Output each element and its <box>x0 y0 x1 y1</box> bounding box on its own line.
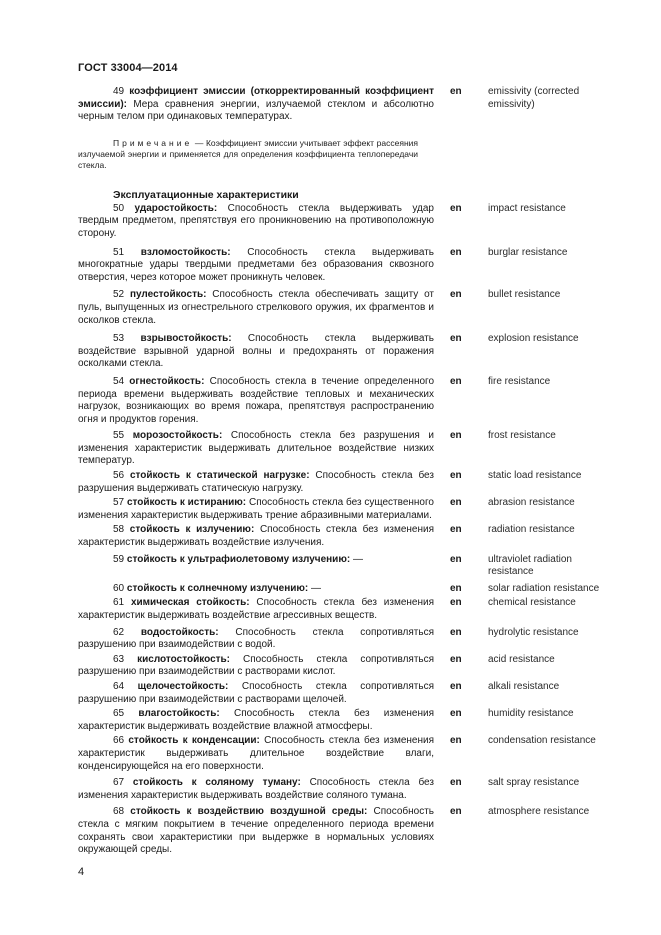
term-number: 62 <box>113 626 125 638</box>
english-term: condensation resistance <box>488 735 596 747</box>
term-number: 49 <box>113 86 125 97</box>
english-term: explosion resistance <box>488 333 579 345</box>
term-name: стойкость к солнечному излучению: <box>126 582 309 594</box>
term-definition <box>78 597 434 622</box>
lang-tag: en <box>450 553 462 565</box>
section-title: Эксплуатационные характеристики <box>113 188 299 201</box>
english-term: humidity resistance <box>488 708 574 720</box>
term-text: Способность стекла выдерживать многократные удары твердыми предметами без образования сквозного отверстия, через которое может проникнуть человек. <box>78 246 434 283</box>
lang-tag: en <box>450 777 462 789</box>
terms-list <box>78 203 638 857</box>
term-definition <box>78 627 434 652</box>
lang-tag: en <box>450 653 462 665</box>
term-name: стойкость к ультрафиолетовому излучению: <box>126 553 351 565</box>
english-term: solar radiation resistance <box>488 582 600 594</box>
term-name: химическая стойкость: <box>130 597 250 609</box>
term-name: кислотостойкость: <box>137 653 231 665</box>
term-definition <box>78 583 434 596</box>
term-entry-56 <box>78 470 638 495</box>
term-definition <box>78 203 434 241</box>
term-entry-49 <box>78 86 638 124</box>
term-entry-53 <box>78 333 638 371</box>
term-text: Способность стекла сопротивляться разрушению при взаимодействии с водой. <box>78 626 435 651</box>
lang-tag: en <box>450 497 462 509</box>
english-term: hydrolytic resistance <box>488 626 579 638</box>
term-definition <box>78 735 434 773</box>
term-entry-61 <box>78 597 638 622</box>
term-definition <box>78 524 434 549</box>
term-text: Способность стекла без разрушения и изменения характеристик выдерживать длительное воздействие низких температур. <box>78 430 435 467</box>
lang-tag: en <box>450 524 462 536</box>
term-entry-62 <box>78 627 638 652</box>
note-label: Примечание <box>113 137 193 148</box>
english-term: impact resistance <box>488 202 566 214</box>
term-name: пулестойкость: <box>129 289 207 301</box>
lang-tag: en <box>450 582 462 594</box>
english-term: emissivity (corrected emissivity) <box>488 86 580 110</box>
term-number: 63 <box>113 653 125 665</box>
term-number: 68 <box>113 806 125 818</box>
term-number: 65 <box>113 708 125 720</box>
term-entry-65 <box>78 708 638 733</box>
term-definition <box>78 333 434 371</box>
lang-tag: en <box>450 289 462 301</box>
term-entry-55 <box>78 430 638 468</box>
term-name: стойкость к соляному туману: <box>132 777 301 789</box>
english-term: static load resistance <box>488 470 582 482</box>
term-entry-60 <box>78 583 638 596</box>
term-text: Способность стекла с мягким покрытием в течение определенного периода времени сохранять свои характеристики при выдержке в нормальных условиях окружающей среды. <box>78 806 435 856</box>
term-name: влагостойкость: <box>138 708 220 720</box>
term-entry-50 <box>78 203 638 241</box>
english-term: radiation resistance <box>488 524 575 536</box>
lang-tag: en <box>450 430 462 442</box>
term-name: взломостойкость: <box>140 246 231 258</box>
term-number: 61 <box>113 597 125 609</box>
term-name: стойкость к воздействию воздушной среды: <box>130 806 368 818</box>
term-definition <box>78 654 434 679</box>
english-term: bullet resistance <box>488 289 561 301</box>
term-entry-68 <box>78 806 638 856</box>
english-term: abrasion resistance <box>488 497 575 509</box>
term-name: взрывостойкость: <box>140 333 232 345</box>
english-term: salt spray resistance <box>488 777 580 789</box>
lang-tag: en <box>450 86 462 97</box>
term-name: водостойкость: <box>140 626 219 638</box>
term-name: стойкость к излучению: <box>129 524 255 536</box>
term-definition <box>78 430 434 468</box>
term-text: Способность стекла выдерживать удар твердым предметом, препятствуя его проникновению на противоположную сторону. <box>78 202 434 239</box>
term-definition <box>78 289 434 327</box>
term-number: 51 <box>113 246 125 258</box>
term-entry-59 <box>78 554 638 579</box>
term-entry-57 <box>78 497 638 522</box>
term-number: 67 <box>113 777 125 789</box>
english-term: atmosphere resistance <box>488 806 590 818</box>
english-term: acid resistance <box>488 653 555 665</box>
term-text: Способность стекла сопротивляться разрушению при взаимодействии с растворами кислот. <box>78 653 435 678</box>
term-entry-54 <box>78 376 638 426</box>
lang-tag: en <box>450 626 462 638</box>
term-number: 56 <box>113 470 125 482</box>
lang-tag: en <box>450 333 462 345</box>
english-term: fire resistance <box>488 375 551 387</box>
term-entry-66 <box>78 735 638 773</box>
term-number: 53 <box>113 333 125 345</box>
term-entry-51 <box>78 247 638 285</box>
term-number: 50 <box>113 202 125 214</box>
page-number: 4 <box>78 866 85 878</box>
term-number: 57 <box>113 497 125 509</box>
term-text: Способность стекла выдерживать воздействие взрывной ударной волны и предохранять от поражения осколками стекла. <box>78 333 435 370</box>
english-term: frost resistance <box>488 430 556 442</box>
lang-tag: en <box>450 806 462 818</box>
term-name: стойкость к статической нагрузке: <box>129 470 310 482</box>
term-text: — <box>311 582 322 594</box>
term-name: щелочестойкость: <box>137 680 229 692</box>
lang-tag: en <box>450 680 462 692</box>
english-term: ultraviolet radiation resistance <box>488 553 572 578</box>
term-definition <box>78 777 434 802</box>
term-entry-58 <box>78 524 638 549</box>
term-number: 52 <box>113 289 125 301</box>
term-definition <box>78 681 434 706</box>
lang-tag: en <box>450 735 462 747</box>
term-name: огнестойкость: <box>129 375 205 387</box>
english-term: burglar resistance <box>488 246 568 258</box>
term-number: 60 <box>113 582 125 594</box>
term-definition <box>78 86 434 124</box>
english-term: alkali resistance <box>488 680 560 692</box>
term-text: Способность стекла без изменения характеристик выдерживать воздействие соляного тумана. <box>78 777 434 801</box>
note-text: — Коэффициент эмиссии учитывает эффект рассеяния излучаемой энергии и применяется для определения коэффициента теплопередачи стекла. <box>78 137 418 170</box>
term-name: стойкость к конденсации: <box>128 735 260 747</box>
term-definition <box>78 247 434 285</box>
lang-tag: en <box>450 375 462 387</box>
term-number: 54 <box>113 375 125 387</box>
term-number: 59 <box>113 553 125 565</box>
term-number: 55 <box>113 430 125 442</box>
term-text: Способность стекла без изменения характеристик выдерживать воздействие агрессивных веществ. <box>78 597 435 621</box>
term-definition <box>78 470 434 495</box>
lang-tag: en <box>450 708 462 720</box>
term-entry-64 <box>78 681 638 706</box>
term-definition <box>78 806 434 856</box>
term-text: Способность стекла обеспечивать защиту от пуль, выпущенных из огнестрельного стрелкового оружия, их фрагментов и осколков стекла. <box>78 289 435 326</box>
term-text: Способность стекла без существенного изменения характеристик выдерживать трение абразивными материалами. <box>78 497 434 521</box>
term-entry-63 <box>78 654 638 679</box>
term-name: ударостойкость: <box>134 202 218 214</box>
term-number: 66 <box>113 735 125 747</box>
term-entry-52 <box>78 289 638 327</box>
term-text: Способность стекла без изменения характеристик выдерживать воздействие излучения. <box>78 524 435 549</box>
term-name: коэффициент эмиссии (откорректированный коэффициент эмиссии): <box>78 86 434 110</box>
terms-content <box>78 86 638 857</box>
lang-tag: en <box>450 202 462 214</box>
term-entry-67 <box>78 777 638 802</box>
term-text: Способность стекла без изменения характеристик выдерживать воздействие влажной атмосферы. <box>78 708 435 732</box>
term-definition <box>78 554 434 567</box>
term-text: Мера сравнения энергии, излучаемой стеклом и абсолютно черным телом при одинаковых температурах. <box>78 98 434 123</box>
term-text: Способность стекла сопротивляться разрушению при взаимодействии с растворами щелочей. <box>78 680 435 705</box>
english-term: chemical resistance <box>488 597 576 609</box>
term-definition <box>78 376 434 426</box>
term-name: стойкость к истиранию: <box>126 497 247 509</box>
term-definition <box>78 708 434 733</box>
lang-tag: en <box>450 597 462 609</box>
term-definition <box>78 497 434 522</box>
term-text: Способность стекла без изменения характеристик выдерживать длительное воздействие влаги, конденсирующейся на его поверхности. <box>78 735 435 772</box>
lang-tag: en <box>450 470 462 482</box>
term-name: морозостойкость: <box>132 430 223 442</box>
term-number: 58 <box>113 524 125 536</box>
document-header: ГОСТ 33004—2014 <box>78 62 178 74</box>
term-text: — <box>352 553 363 565</box>
term-number: 64 <box>113 680 125 692</box>
lang-tag: en <box>450 246 462 258</box>
term-text: Способность стекла без разрушения выдерживать статическую нагрузку. <box>78 470 434 494</box>
note <box>78 138 418 171</box>
term-text: Способность стекла в течение определенного периода времени выдерживать воздействие тепловых и механических нагрузок, возникающих во время пожара, препятствуя распространению огня и продуктов горения. <box>78 375 435 425</box>
